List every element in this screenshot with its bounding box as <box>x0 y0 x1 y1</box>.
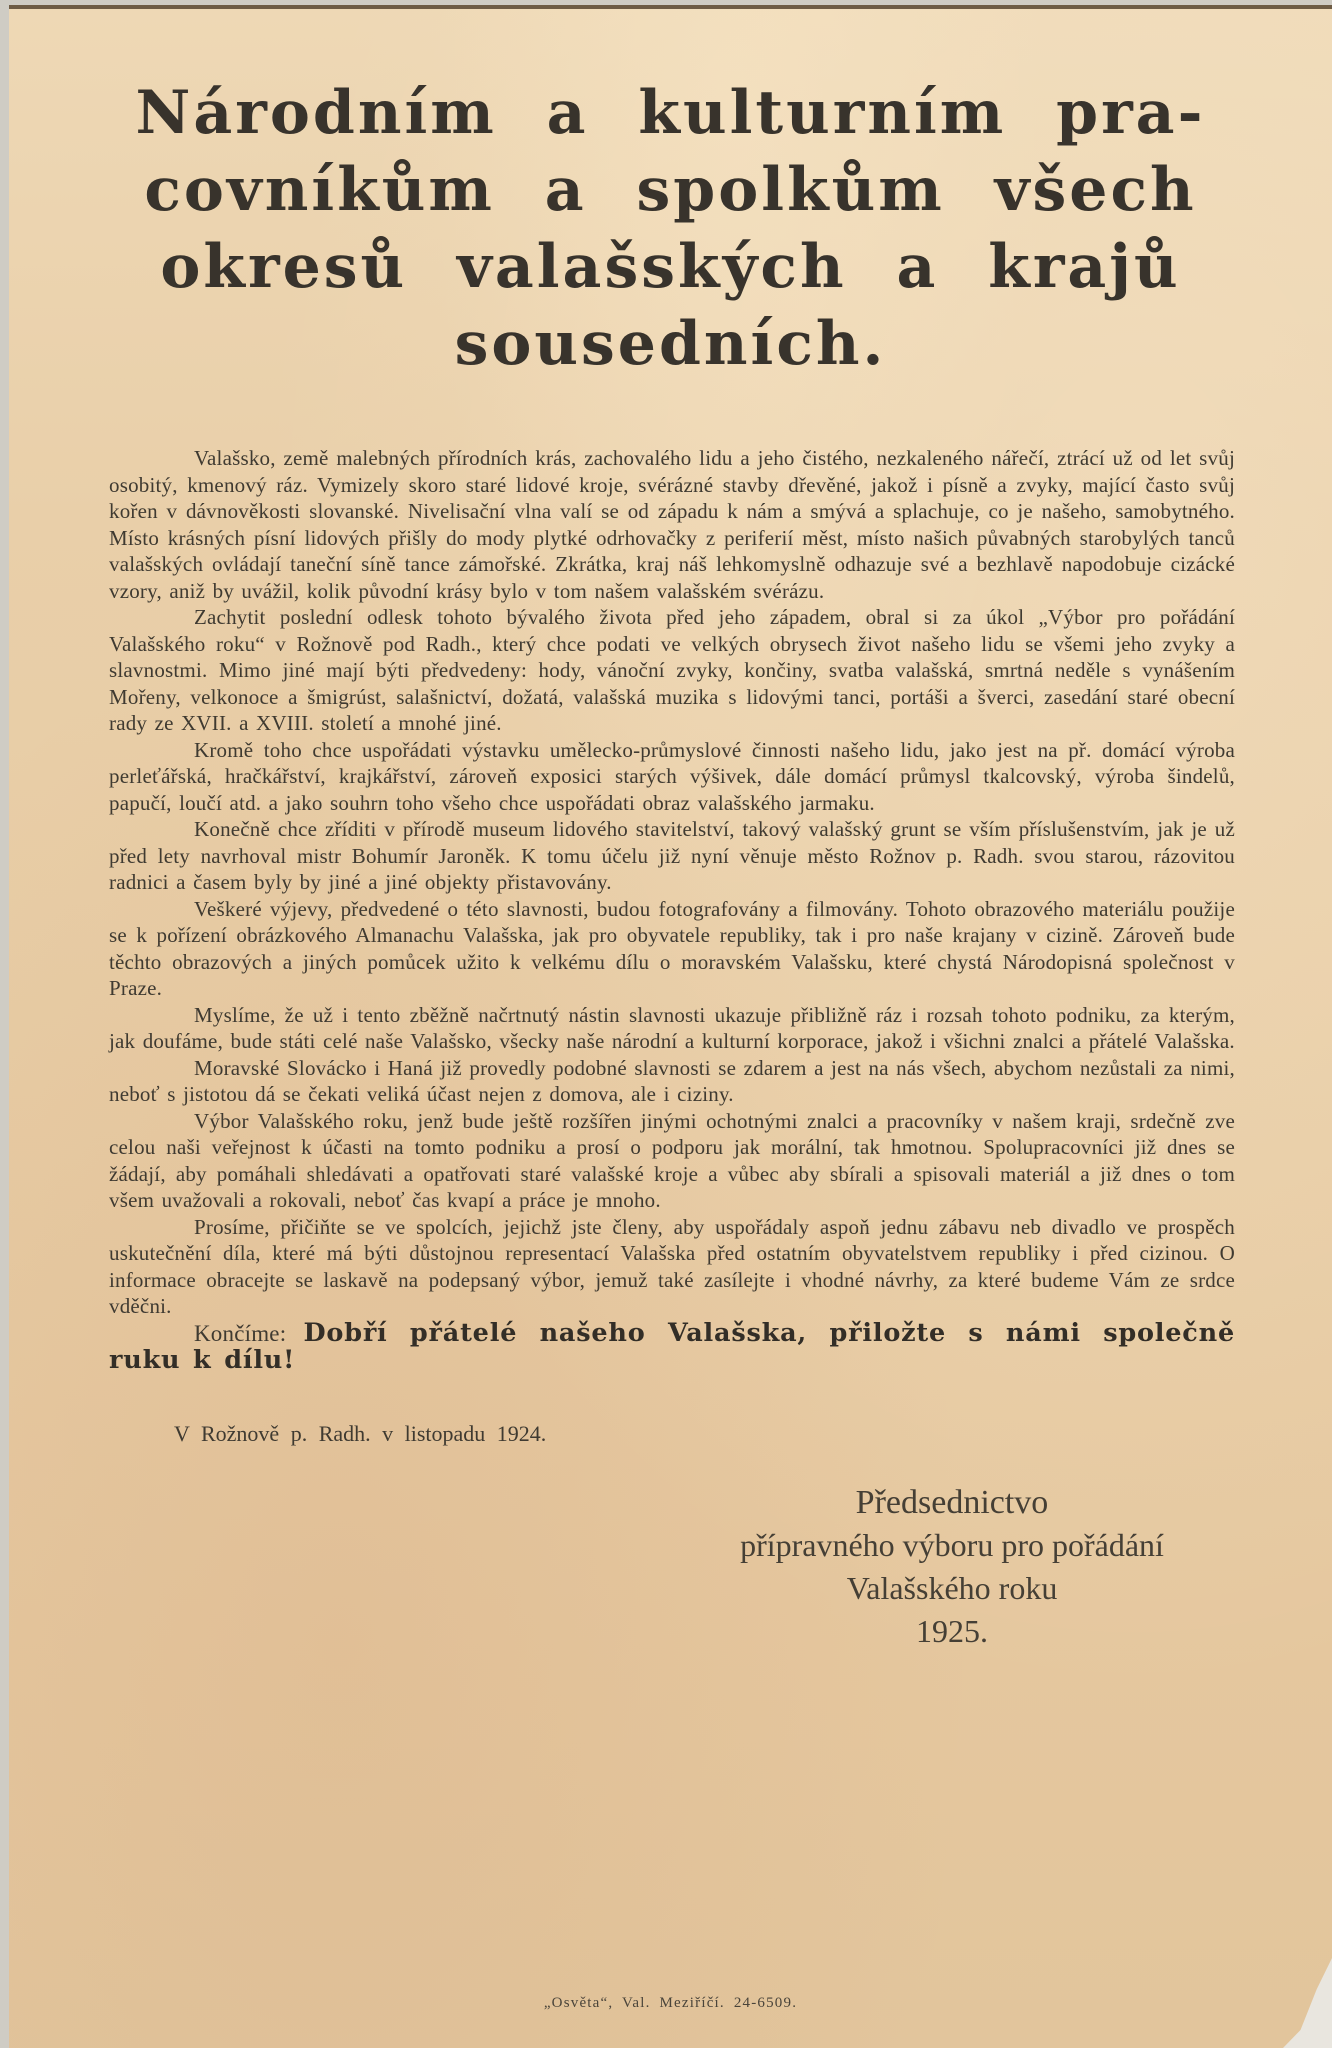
closing-appeal <box>109 1317 1236 1375</box>
signature-committee-role: přípravného výboru pro pořádání <box>740 1526 1164 1563</box>
paragraph-8: Výbor Valašského roku, jenž bude ještě rozšířen jinými ochotnými znalci a pracovníky v našem kraji, srdečně zve celou naši veřejnost k účasti na tomto podniku a prosí o podporu jak morální, tak hmotnou. Spolupracovníci již dnes se žádají, aby pomáhali shledávati a opatřovati staré valašské kroje a vůbec aby sbírali a spisovali materiál a již dnes o tom všem uvažovali a rokovali, neboť čas kvapí a práce je mnoho. <box>109 1108 1235 1212</box>
paragraph-9: Prosíme, přičiňte se ve spolcích, jejichž jste členy, aby uspořádaly aspoň jednu zábavu neb divadlo ve prospěch uskutečnění díla, které má býti důstojnou representací Valašska před ostatním obyvatelstvem republiky i před cizinou. O informace obracejte se laskavě na podepsaný výbor, jemuž také zasílejte i vhodné návrhy, za které budeme Vám ze srdce vděčni. <box>109 1214 1235 1318</box>
signature-event: Valašského roku <box>846 1569 1058 1606</box>
paragraph-2: Zachytit poslední odlesk tohoto bývalého života před jeho západem, obral si za úkol „Výbor pro pořádání Valašského roku“ v Rožnově pod Radh., který chce podati ve velkých obrysech život našeho lidu se všemi jeho zvyky a slavnostmi. Mimo jiné mají býti předvedeny: hody, vánoční zvyky, končiny, svatba valašská, smrtná neděle s vynášením Mořeny, velkonoce a šmigrúst, salašnictví, dožatá, valašská muzika s lidovými tanci, portáši a šverci, zasedání staré obecní rady ze XVII. a XVIII. století a mnohé jiné. <box>109 605 1235 735</box>
title-line: okresů valašských a krajů <box>160 232 1181 302</box>
printer-imprint: „Osvěta“, Val. Meziříčí. 24-6509. <box>543 1995 798 2011</box>
poster-page <box>9 5 1332 2048</box>
paragraph-4: Konečně chce zříditi v přírodě museum lidového stavitelství, takový valašský grunt se vším příslušenstvím, jak je už před lety navrhoval mistr Bohumír Jaroněk. K tomu účelu již nyní věnuje město Rožnov p. Radh. svou starou, rázovitou radnici a časem byly by jiné a jiné objekty přistavovány. <box>109 817 1235 894</box>
closing-prefix: Končíme: <box>194 1320 287 1346</box>
poster-body <box>109 445 1235 1375</box>
poster-title <box>9 75 1332 383</box>
signature-block <box>602 1481 1302 1653</box>
paragraph-7: Moravské Slovácko i Haná již provedly podobné slavnosti se zdarem a jest na nás všech, abychom nezůstali za nimi, neboť s jistotou dá se čekati veliká účast nejen z domova, ale i ciziny. <box>109 1055 1235 1106</box>
paragraph-3: Kromě toho chce uspořádati výstavku umělecko-průmyslové činnosti našeho lidu, jako jest na př. domácí výroba perleťářská, hračkářství, krajkářství, zároveň exposici starých výšivek, dále domácí průmysl tkalcovský, výroba šindelů, papučí, loučí atd. a jako souhrn toho všeho chce uspořádati obraz valašského jarmaku. <box>109 737 1235 815</box>
paragraph-5: Veškeré výjevy, předvedené o této slavnosti, budou fotografovány a filmovány. Tohoto obrazového materiálu použije se k pořízení obrázkového Almanachu Valašska, jak pro obyvatele republiky, tak i pro naše krajany v cizině. Zároveň bude těchto obrazových a jiných pomůcek užito k velkému dílu o moravském Valašsku, které chystá Národopisná společnost v Praze. <box>109 896 1235 1000</box>
signature-committee: Předsednictvo <box>855 1483 1049 1521</box>
paragraph-1: Valašsko, země malebných přírodních krás, zachovalého lidu a jeho čistého, nezkaleného nářečí, ztrácí už od let svůj osobitý, kmenový ráz. Vymizely skoro staré lidové kroje, svérázné stavby dřevěné, jakož i písně a zvyky, mající často svůj kořen v dávnověkosti slovanské. Nivelisační vlna valí se od západu k nám a smývá a splachuje, co je našeho, samobytného. Místo krásných písní lidových přišly do mody plytké odrhovačky z periferií měst, místo našich půvabných starobylých tanců valašských ovládají taneční síně tance zámořské. Zkrátka, kraj náš lehkomyslně odhazuje své a bezhlavě napodobuje cizácké vzory, aniž by uvážil, kolik původní krásy bylo v tom našem valašském svérázu. <box>109 446 1235 603</box>
signature-year: 1925. <box>916 1612 988 1649</box>
title-line: covníkům a spolkům všech <box>144 155 1197 225</box>
title-line: sousedních. <box>454 309 887 379</box>
title-line: Národním a kulturním pra- <box>135 78 1206 148</box>
paragraph-6: Myslíme, že už i tento zběžně načrtnutý nástin slavnosti ukazuje přibližně ráz i rozsah tohoto podniku, za kterým, jak doufáme, bude státi celé naše Valašsko, všecky naše národní a kulturní korporace, jakož i všichni znalci a přátelé Valašska. <box>109 1002 1235 1053</box>
closing-emphasis: Dobří přátelé našeho Valašska, přiložte s námi společně ruku k dílu! <box>109 1317 1236 1375</box>
dateline: V Rožnově p. Radh. v listopadu 1924. <box>174 1420 547 1446</box>
